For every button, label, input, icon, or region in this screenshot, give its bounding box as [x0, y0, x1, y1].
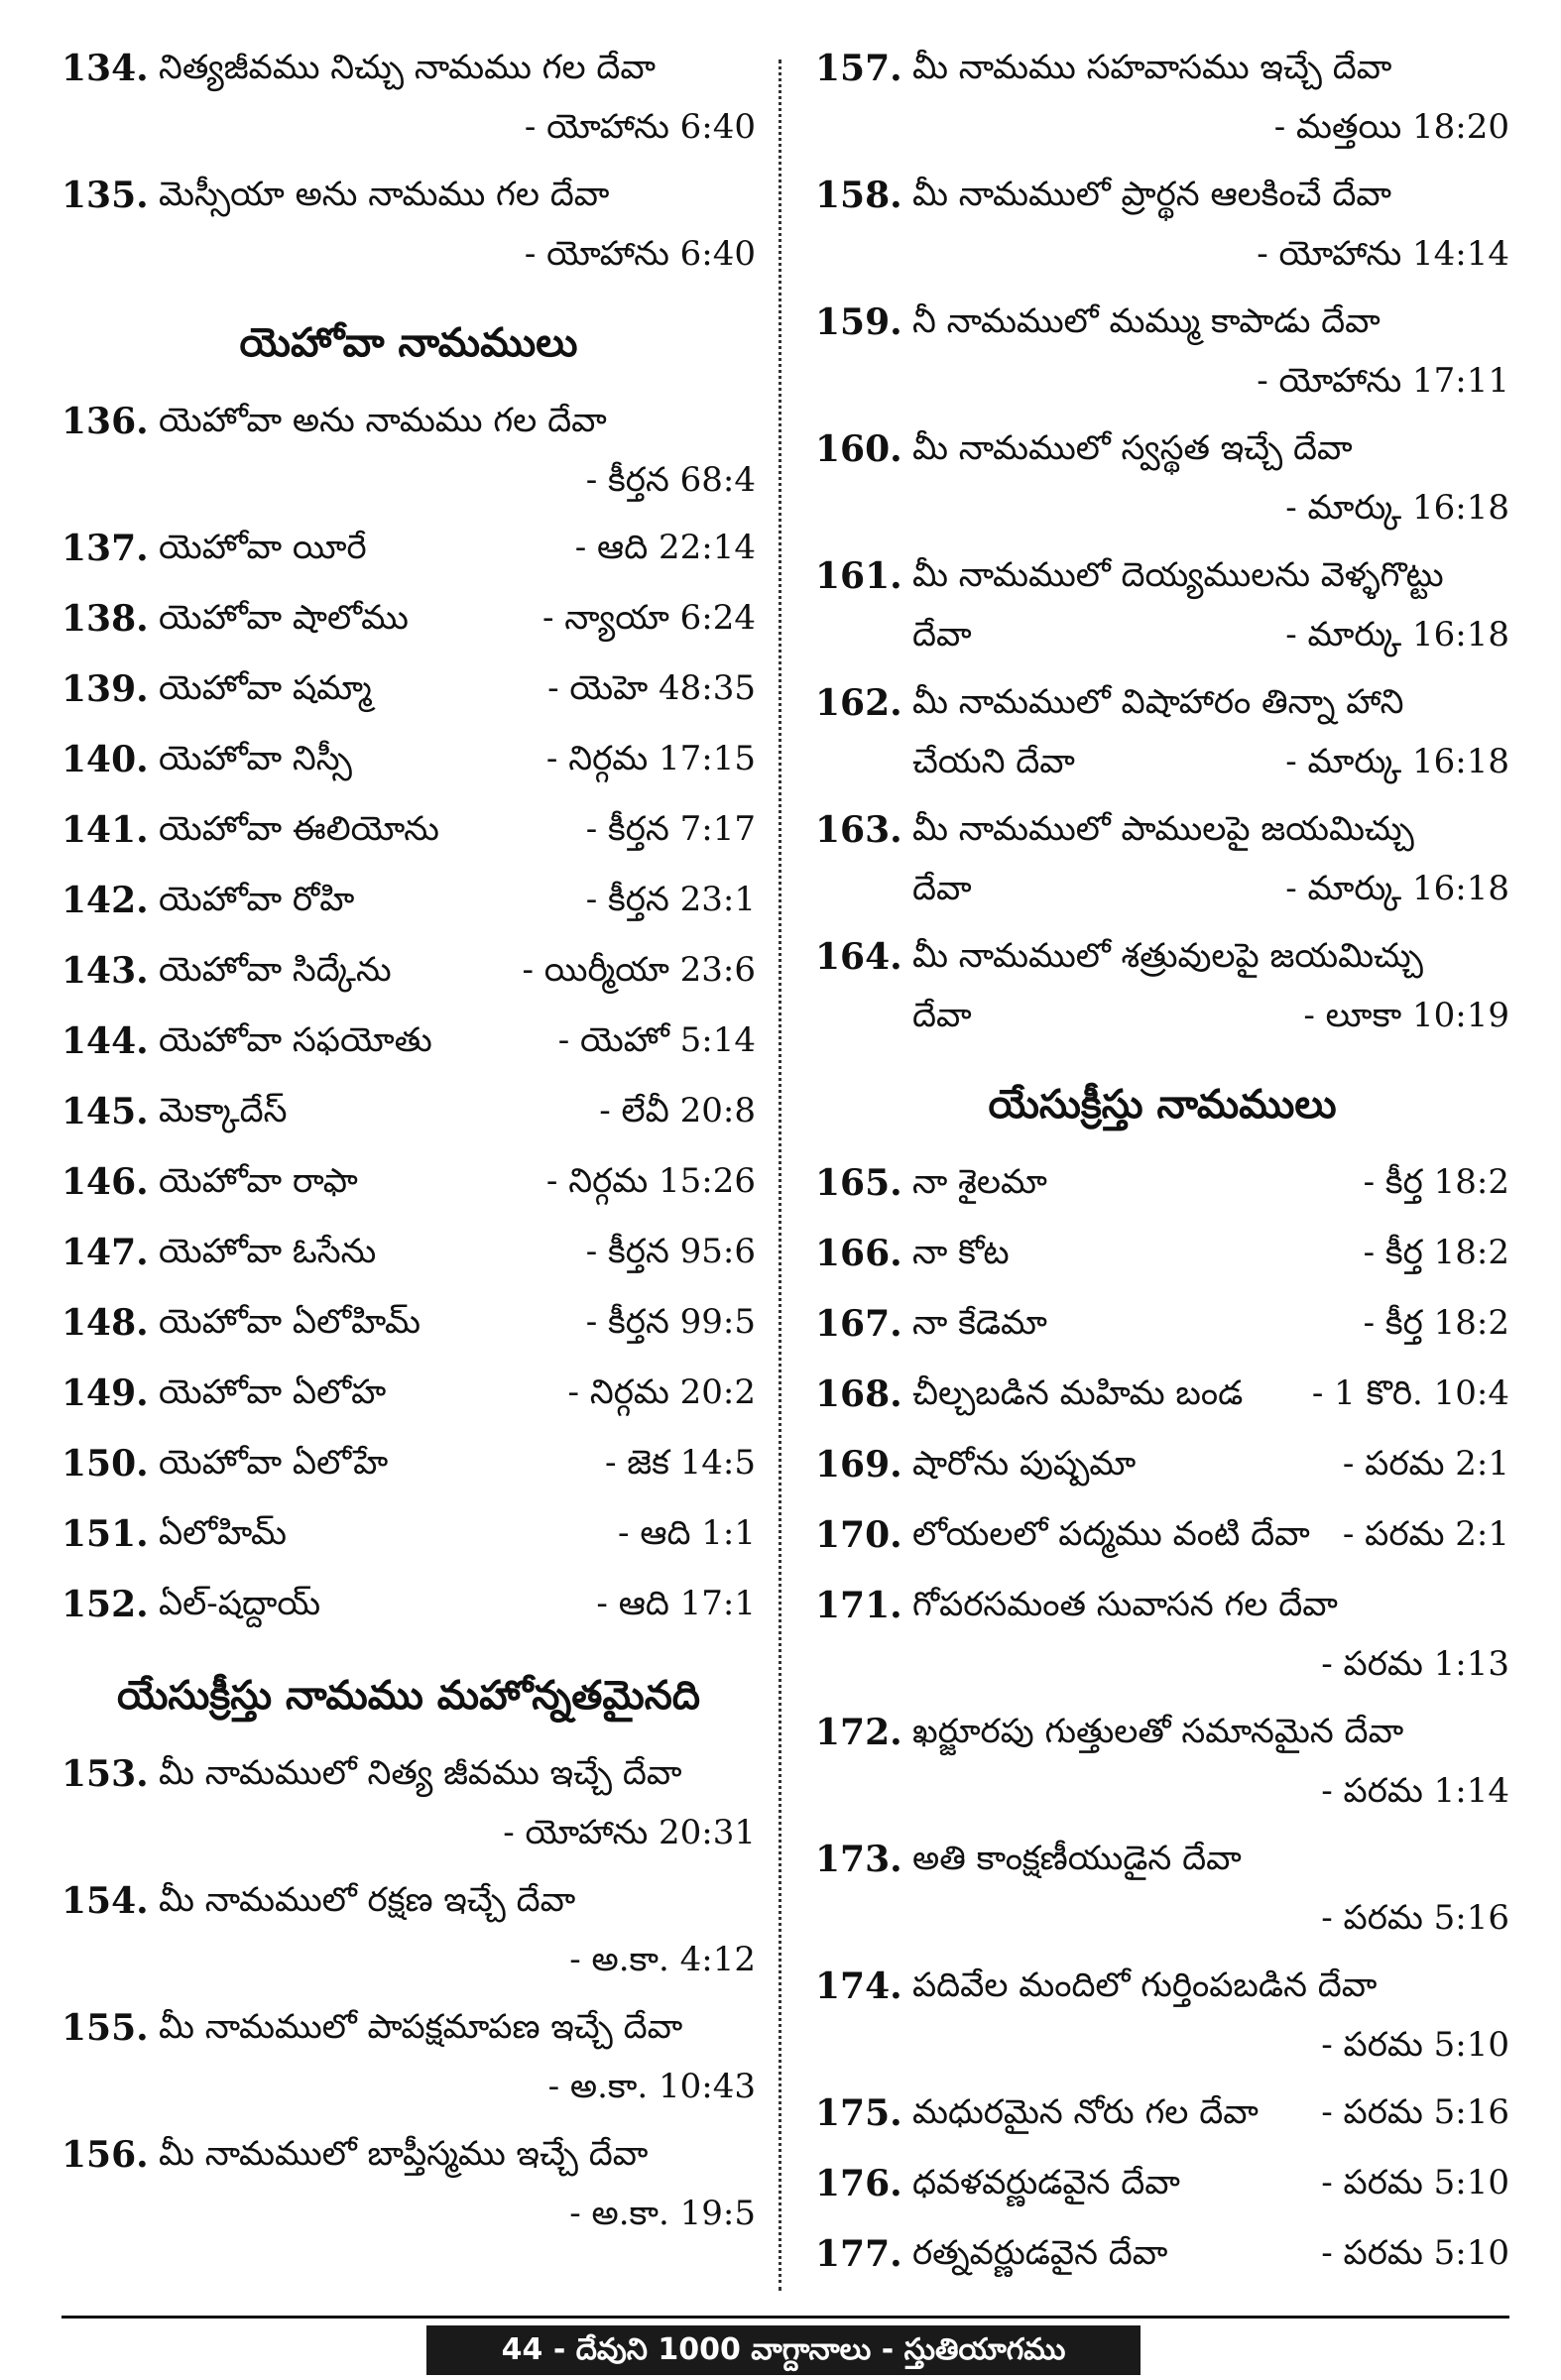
entry-number: 135.: [61, 175, 149, 216]
entry-number: 161.: [815, 555, 902, 597]
entry-reference: - యెహె 48:35: [547, 668, 756, 708]
page-footer: 44 - దేవుని 1000 వాగ్దానాలు - స్తుతియాగము: [426, 2325, 1141, 2375]
entry-text: చీల్చబడిన మహిమ బండ: [912, 1373, 1244, 1413]
entry-text: యెహోవా రోహి: [159, 880, 355, 919]
entry-reference: - జెక 14:5: [604, 1443, 756, 1483]
entry-reference: - పరమ 1:13: [1321, 1644, 1509, 1684]
list-item: [61, 1083, 756, 1153]
entry-number: 168.: [815, 1373, 902, 1415]
entry-number: 166.: [815, 1233, 902, 1274]
entry-reference: - ఆది 22:14: [574, 528, 756, 567]
left-column: [61, 40, 756, 2253]
entry-number: 164.: [815, 936, 902, 978]
entry-row: [815, 865, 1509, 928]
entry-number: 144.: [61, 1020, 149, 1062]
list-item: [815, 1506, 1509, 1577]
entry-row: [815, 1704, 1509, 1767]
entry-reference: - పరమ 5:10: [1321, 2025, 1509, 2065]
list-item: [61, 1224, 756, 1294]
entry-reference: - కీర్తన 68:4: [585, 460, 756, 500]
entry-reference: - యోహాను 17:11: [1257, 361, 1509, 401]
entry-reference: - అ.కా. 19:5: [569, 2194, 756, 2233]
entry-reference: - పరమ 2:1: [1342, 1514, 1509, 1554]
entry-reference: - పరమ 5:10: [1321, 2233, 1509, 2273]
entry-row: [815, 1225, 1509, 1288]
entry-reference: - పరమ 5:16: [1321, 1898, 1509, 1938]
entry-row: [61, 590, 756, 654]
entry-number: 176.: [815, 2163, 902, 2204]
entry-row: [61, 731, 756, 794]
entry-row: [815, 1894, 1509, 1958]
list-item: [815, 1831, 1509, 1958]
entry-number: 160.: [815, 428, 902, 470]
entry-text: మెస్సీయా అను నామము గల దేవా: [159, 175, 610, 214]
list-item: [815, 1225, 1509, 1295]
entry-row: [61, 1083, 756, 1146]
right-column: [815, 40, 1509, 2296]
list-item: [61, 40, 756, 167]
entry-number: 156.: [61, 2134, 149, 2176]
entry-number: 137.: [61, 528, 149, 569]
entry-row: [61, 2063, 756, 2126]
entry-number: 140.: [61, 739, 149, 780]
entry-reference: - ఆది 17:1: [596, 1584, 756, 1623]
column-divider: [779, 60, 781, 2291]
entry-row: [815, 294, 1509, 357]
entry-row: [815, 1366, 1509, 1429]
entry-text: ధవళవర్ణుడవైన దేవా: [912, 2163, 1180, 2202]
entry-text: యెహోవా యీరే: [159, 528, 367, 567]
entry-text: మీ నామములో దెయ్యములను వెళ్ళగొట్టు: [912, 555, 1444, 595]
entry-reference: - కీర్త 18:2: [1363, 1233, 1509, 1272]
list-item: [815, 2084, 1509, 2155]
list-item: [815, 420, 1509, 547]
list-item: [61, 393, 756, 520]
entry-number: 175.: [815, 2092, 902, 2134]
entry-text: మీ నామములో పాములపై జయమిచ్చు: [912, 809, 1414, 849]
entry-row: [61, 167, 756, 230]
entry-number: 154.: [61, 1880, 149, 1922]
entry-text: పదివేల మందిలో గుర్తింపబడిన దేవా: [912, 1965, 1378, 2005]
entry-number: 163.: [815, 809, 902, 851]
list-item: [815, 1366, 1509, 1436]
list-item: [61, 590, 756, 660]
entry-row: [61, 942, 756, 1006]
entry-text: యెహోవా ఏలోహిమ్: [159, 1302, 420, 1342]
entry-row: [61, 1012, 756, 1076]
entry-reference: - కీర్తన 23:1: [585, 880, 756, 919]
list-item: [61, 167, 756, 294]
list-item: [61, 1153, 756, 1224]
entry-text: మీ నామములో బాప్తీస్మము ఇచ్చే దేవా: [159, 2134, 649, 2174]
entry-row: [815, 1577, 1509, 1640]
entry-text: యెహోవా సఫయోతు: [159, 1020, 432, 1060]
entry-row: [815, 1831, 1509, 1894]
entry-row: [815, 103, 1509, 167]
list-item: [815, 2225, 1509, 2296]
entry-reference: - కీర్త 18:2: [1363, 1303, 1509, 1343]
list-item: [815, 928, 1509, 1055]
list-item: [61, 1999, 756, 2126]
entry-text: అతి కాంక్షణీయుడైన దేవా: [912, 1839, 1242, 1878]
entry-number: 152.: [61, 1584, 149, 1625]
entry-reference: - అ.కా. 4:12: [569, 1940, 756, 1979]
entry-reference: - నిర్గమ 17:15: [545, 739, 756, 778]
entry-number: 149.: [61, 1372, 149, 1414]
entry-row: [815, 928, 1509, 992]
entry-number: 172.: [815, 1712, 902, 1753]
entry-reference: - మత్తయి 18:20: [1273, 107, 1509, 147]
list-item: [815, 1577, 1509, 1704]
entry-reference: - కీర్తన 99:5: [585, 1302, 756, 1342]
entry-row: [61, 1365, 756, 1428]
entry-text: యెహోవా నిస్సీ: [159, 739, 352, 778]
entry-reference: - పరమ 5:10: [1321, 2163, 1509, 2202]
entry-reference: - మార్కు 16:18: [1285, 869, 1509, 908]
entry-text: మీ నామములో స్వస్థత ఇచ్చే దేవా: [912, 428, 1353, 468]
entry-number: 169.: [815, 1444, 902, 1486]
entry-text: యెహోవా ఓసేను: [159, 1232, 377, 1271]
entry-number: 155.: [61, 2007, 149, 2049]
list-item: [61, 872, 756, 942]
entry-row: [815, 611, 1509, 674]
entry-row: [815, 1506, 1509, 1570]
entry-text: యెహోవా షమ్మా: [159, 668, 372, 708]
entry-row: [815, 992, 1509, 1055]
entry-reference: - ఆది 1:1: [618, 1513, 756, 1553]
entry-text: షారోను పుష్పమా: [912, 1444, 1137, 1484]
entry-reference: - న్యాయా 6:24: [542, 598, 756, 638]
entry-number: 170.: [815, 1514, 902, 1556]
entry-row: [61, 2190, 756, 2253]
entry-text: మీ నామములో నిత్య జీవము ఇచ్చే దేవా: [159, 1753, 682, 1793]
entry-number: 159.: [815, 301, 902, 343]
entry-text: ఏల్-షద్దాయ్: [159, 1584, 321, 1623]
entry-row: [61, 230, 756, 294]
entry-row: [61, 1505, 756, 1569]
entry-reference: - కీర్తన 7:17: [585, 809, 756, 849]
entry-row: [61, 103, 756, 167]
entry-row: [815, 40, 1509, 103]
entry-text: రత్నవర్ణుడవైన దేవా: [912, 2233, 1168, 2273]
list-item: [61, 1745, 756, 1872]
entry-number: 151.: [61, 1513, 149, 1555]
list-item: [815, 1958, 1509, 2084]
entry-row: [61, 1872, 756, 1936]
entry-text-continued: చేయని దేవా: [912, 742, 1075, 781]
list-item: [815, 1295, 1509, 1366]
entry-text: మీ నామము సహవాసము ఇచ్చే దేవా: [912, 48, 1392, 87]
entry-number: 171.: [815, 1585, 902, 1626]
entry-row: [815, 2021, 1509, 2084]
entry-number: 174.: [815, 1965, 902, 2007]
entry-text: నా కేడెమా: [912, 1303, 1047, 1343]
entry-number: 167.: [815, 1303, 902, 1345]
entry-reference: - కీర్తన 95:6: [585, 1232, 756, 1271]
entry-number: 139.: [61, 668, 149, 710]
entry-reference: - మార్కు 16:18: [1285, 615, 1509, 654]
entry-reference: - నిర్గమ 15:26: [545, 1161, 756, 1201]
list-item: [61, 1435, 756, 1505]
entry-row: [61, 520, 756, 583]
entry-number: 157.: [815, 48, 902, 89]
entry-text-continued: దేవా: [912, 615, 972, 654]
entry-reference: - యిర్మీయా 23:6: [522, 950, 756, 990]
list-item: [61, 942, 756, 1012]
entry-text: మధురమైన నోరు గల దేవా: [912, 2092, 1259, 2132]
entry-row: [815, 357, 1509, 420]
entry-text: ఏలోహిమ్: [159, 1513, 288, 1553]
entry-number: 145.: [61, 1091, 149, 1132]
entry-number: 177.: [815, 2233, 902, 2275]
entry-row: [815, 1767, 1509, 1831]
entry-reference: - నిర్గమ 20:2: [567, 1372, 756, 1412]
entry-row: [61, 2126, 756, 2190]
list-item: [815, 40, 1509, 167]
list-item: [61, 801, 756, 872]
entry-number: 136.: [61, 401, 149, 442]
entry-row: [61, 1936, 756, 1999]
entry-number: 146.: [61, 1161, 149, 1203]
list-item: [61, 2126, 756, 2253]
entry-row: [61, 393, 756, 456]
entry-row: [815, 547, 1509, 611]
entry-row: [61, 1999, 756, 2063]
entry-number: 158.: [815, 175, 902, 216]
entry-reference: - కీర్త 18:2: [1363, 1162, 1509, 1202]
entry-reference: - యోహాను 14:14: [1257, 234, 1509, 274]
list-item: [815, 1704, 1509, 1831]
entry-text: మీ నామములో రక్షణ ఇచ్చే దేవా: [159, 1880, 576, 1920]
section-heading: యేసుక్రీస్తు నామము మహోన్నతమైనది: [116, 1672, 701, 1719]
entry-text: యెహోవా ఏలోహ: [159, 1372, 387, 1412]
entry-text: మీ నామములో ప్రార్థన ఆలకించే దేవా: [912, 175, 1391, 214]
entry-row: [61, 660, 756, 724]
list-item: [815, 801, 1509, 928]
list-item: [61, 1872, 756, 1999]
entry-reference: - లేవీ 20:8: [599, 1091, 756, 1130]
entry-number: 153.: [61, 1753, 149, 1795]
list-item: [815, 167, 1509, 294]
entry-text: మీ నామములో శత్రువులపై జయమిచ్చు: [912, 936, 1423, 976]
entry-row: [815, 167, 1509, 230]
entry-row: [815, 738, 1509, 801]
entry-row: [61, 872, 756, 935]
entry-row: [61, 1224, 756, 1287]
entry-text-continued: దేవా: [912, 869, 972, 908]
entry-row: [815, 2225, 1509, 2289]
entry-text: నా కోట: [912, 1233, 1010, 1272]
entry-reference: - యోహాను 6:40: [524, 234, 756, 274]
entry-reference: - అ.కా. 10:43: [547, 2067, 756, 2106]
list-item: [61, 1294, 756, 1365]
entry-reference: - యోహాను 20:31: [503, 1813, 756, 1852]
footer-rule: [61, 2316, 1509, 2319]
entry-text: మీ నామములో పాపక్షమాపణ ఇచ్చే దేవా: [159, 2007, 683, 2047]
entry-text: యెహోవా అను నామము గల దేవా: [159, 401, 607, 440]
entry-text: నా శైలమా: [912, 1162, 1047, 1202]
entry-row: [815, 1295, 1509, 1359]
entry-reference: - మార్కు 16:18: [1285, 742, 1509, 781]
entry-number: 165.: [815, 1162, 902, 1204]
entry-number: 141.: [61, 809, 149, 851]
entry-number: 138.: [61, 598, 149, 640]
entry-row: [61, 1294, 756, 1358]
entry-row: [815, 2155, 1509, 2218]
entry-row: [61, 1153, 756, 1217]
entry-text: మెక్కాదేస్: [159, 1091, 288, 1130]
entry-reference: - లూకా 10:19: [1303, 996, 1509, 1035]
entry-number: 162.: [815, 682, 902, 724]
entry-number: 148.: [61, 1302, 149, 1344]
entry-reference: - మార్కు 16:18: [1285, 488, 1509, 528]
list-item: [61, 660, 756, 731]
entry-reference: - యెహో 5:14: [557, 1020, 756, 1060]
entry-text: లోయలలో పద్మము వంటి దేవా: [912, 1514, 1310, 1554]
entry-reference: - పరమ 1:14: [1321, 1771, 1509, 1811]
list-item: [815, 547, 1509, 674]
section-heading: యేసుక్రీస్తు నామములు: [988, 1081, 1337, 1128]
list-item: [61, 1505, 756, 1576]
entry-row: [815, 484, 1509, 547]
entry-number: 142.: [61, 880, 149, 921]
list-item: [815, 2155, 1509, 2225]
entry-row: [61, 1435, 756, 1498]
list-item: [61, 731, 756, 801]
entry-reference: - పరమ 2:1: [1342, 1444, 1509, 1484]
entry-row: [815, 674, 1509, 738]
list-item: [61, 520, 756, 590]
entry-row: [815, 801, 1509, 865]
entry-row: [61, 40, 756, 103]
entry-row: [61, 801, 756, 865]
entry-text: యెహోవా సిద్కేను: [159, 950, 392, 990]
entry-text: నీ నామములో మమ్ము కాపాడు దేవా: [912, 301, 1381, 341]
section-heading: యెహోవా నామములు: [239, 319, 578, 366]
entry-row: [815, 1154, 1509, 1218]
list-item: [61, 1012, 756, 1083]
entry-number: 147.: [61, 1232, 149, 1273]
entry-row: [61, 456, 756, 520]
entry-number: 173.: [815, 1839, 902, 1880]
entry-number: 150.: [61, 1443, 149, 1485]
entry-text: మీ నామములో విషాహారం తిన్నా హాని: [912, 682, 1404, 722]
entry-text: ఖర్జూరపు గుత్తులతో సమానమైన దేవా: [912, 1712, 1404, 1751]
entry-row: [815, 420, 1509, 484]
entry-row: [61, 1809, 756, 1872]
entry-row: [61, 1576, 756, 1639]
entry-text: యెహోవా రాఫా: [159, 1161, 358, 1201]
list-item: [61, 1365, 756, 1435]
entry-text-continued: దేవా: [912, 996, 972, 1035]
list-item: [815, 1154, 1509, 1225]
entry-reference: - యోహాను 6:40: [524, 107, 756, 147]
entry-reference: - 1 కొరి. 10:4: [1311, 1373, 1509, 1413]
entry-number: 134.: [61, 48, 149, 89]
entry-number: 143.: [61, 950, 149, 992]
entry-text: యెహోవా ఏలోహే: [159, 1443, 389, 1483]
list-item: [61, 1576, 756, 1646]
entry-text: గోపరసమంత సువాసన గల దేవా: [912, 1585, 1338, 1624]
list-item: [815, 294, 1509, 420]
entry-reference: - పరమ 5:16: [1321, 2092, 1509, 2132]
list-item: [815, 1436, 1509, 1506]
entry-row: [815, 1958, 1509, 2021]
entry-row: [61, 1745, 756, 1809]
entry-text: యెహోవా ఈలియోను: [159, 809, 439, 849]
entry-row: [815, 1436, 1509, 1499]
list-item: [815, 674, 1509, 801]
entry-row: [815, 2084, 1509, 2148]
entry-row: [815, 1640, 1509, 1704]
entry-text: యెహోవా షాలోము: [159, 598, 409, 638]
entry-text: నిత్యజీవము నిచ్చు నామము గల దేవా: [159, 48, 657, 87]
entry-row: [815, 230, 1509, 294]
